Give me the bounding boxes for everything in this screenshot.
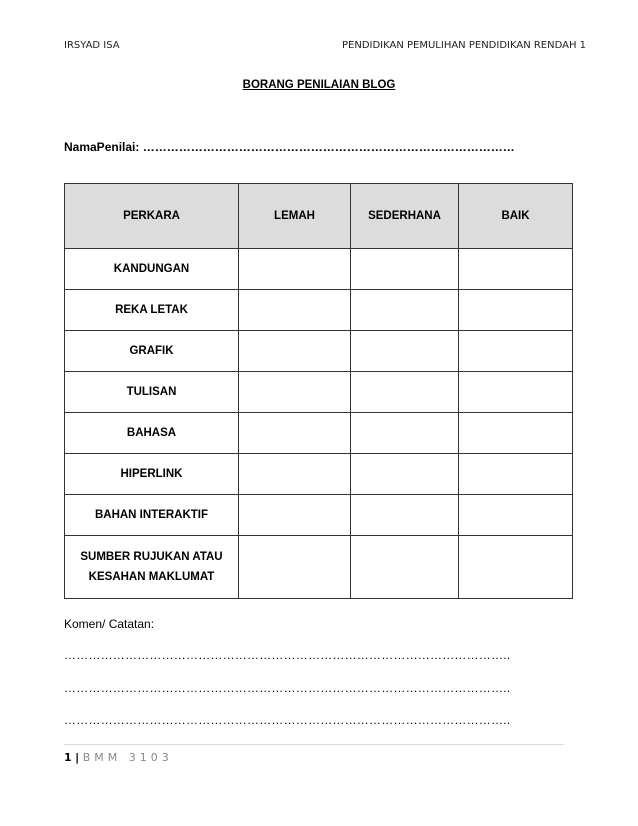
course-code: BMM 3103 (82, 751, 173, 764)
table-row (65, 536, 573, 599)
row-label: HIPERLINK (65, 454, 239, 495)
row-label: GRAFIK (65, 331, 239, 372)
comments-label: Komen/ Catatan: (64, 617, 155, 631)
header-lemah: LEMAH (239, 184, 351, 249)
table-row (65, 495, 573, 536)
cell-lemah[interactable] (239, 454, 351, 495)
comment-line[interactable]: ……………………………………………………………………………………………….. (64, 713, 511, 727)
cell-sederhana[interactable] (351, 249, 459, 290)
header-baik: BAIK (459, 184, 573, 249)
row-label: KANDUNGAN (65, 249, 239, 290)
row-label: TULISAN (65, 372, 239, 413)
header-perkara: PERKARA (65, 184, 239, 249)
cell-lemah[interactable] (239, 536, 351, 599)
row-label: REKA LETAK (65, 290, 239, 331)
page-title-text: BORANG PENILAIAN BLOG (242, 79, 396, 91)
assessor-line (64, 140, 515, 154)
footer-separator: | (75, 751, 80, 764)
table-row (65, 413, 573, 454)
table-row (65, 454, 573, 495)
cell-lemah[interactable] (239, 249, 351, 290)
cell-sederhana[interactable] (351, 413, 459, 454)
table-row (65, 331, 573, 372)
cell-lemah[interactable] (239, 413, 351, 454)
row-label-line1: SUMBER RUJUKAN ATAU (80, 551, 223, 563)
page-number: 1 (64, 751, 72, 764)
cell-sederhana[interactable] (351, 536, 459, 599)
row-label-line2: KESAHAN MAKLUMAT (88, 571, 215, 583)
comment-line[interactable]: ……………………………………………………………………………………………….. (64, 681, 511, 695)
footer (64, 751, 173, 764)
assessor-dots[interactable]: ………………………………………………………………………………… (142, 140, 515, 154)
header-right: PENDIDIKAN PEMULIHAN PENDIDIKAN RENDAH 1 (342, 40, 587, 51)
comment-line[interactable]: ……………………………………………………………………………………………….. (64, 648, 511, 662)
cell-baik[interactable] (459, 413, 573, 454)
header-left: IRSYAD ISA (64, 40, 120, 51)
page-title (0, 79, 638, 91)
cell-lemah[interactable] (239, 290, 351, 331)
header-sederhana: SEDERHANA (351, 184, 459, 249)
cell-baik[interactable] (459, 290, 573, 331)
row-label: BAHASA (65, 413, 239, 454)
cell-lemah[interactable] (239, 372, 351, 413)
cell-baik[interactable] (459, 331, 573, 372)
cell-baik[interactable] (459, 454, 573, 495)
assessor-label: NamaPenilai: (64, 140, 140, 154)
cell-sederhana[interactable] (351, 454, 459, 495)
cell-baik[interactable] (459, 495, 573, 536)
table-row (65, 249, 573, 290)
evaluation-table (64, 183, 573, 599)
cell-sederhana[interactable] (351, 372, 459, 413)
table-row (65, 290, 573, 331)
cell-lemah[interactable] (239, 331, 351, 372)
table-header-row (65, 184, 573, 249)
row-label (65, 536, 239, 599)
cell-sederhana[interactable] (351, 290, 459, 331)
cell-sederhana[interactable] (351, 331, 459, 372)
table-row (65, 372, 573, 413)
cell-lemah[interactable] (239, 495, 351, 536)
cell-baik[interactable] (459, 372, 573, 413)
cell-baik[interactable] (459, 249, 573, 290)
row-label: BAHAN INTERAKTIF (65, 495, 239, 536)
cell-sederhana[interactable] (351, 495, 459, 536)
footer-divider (64, 744, 564, 745)
cell-baik[interactable] (459, 536, 573, 599)
